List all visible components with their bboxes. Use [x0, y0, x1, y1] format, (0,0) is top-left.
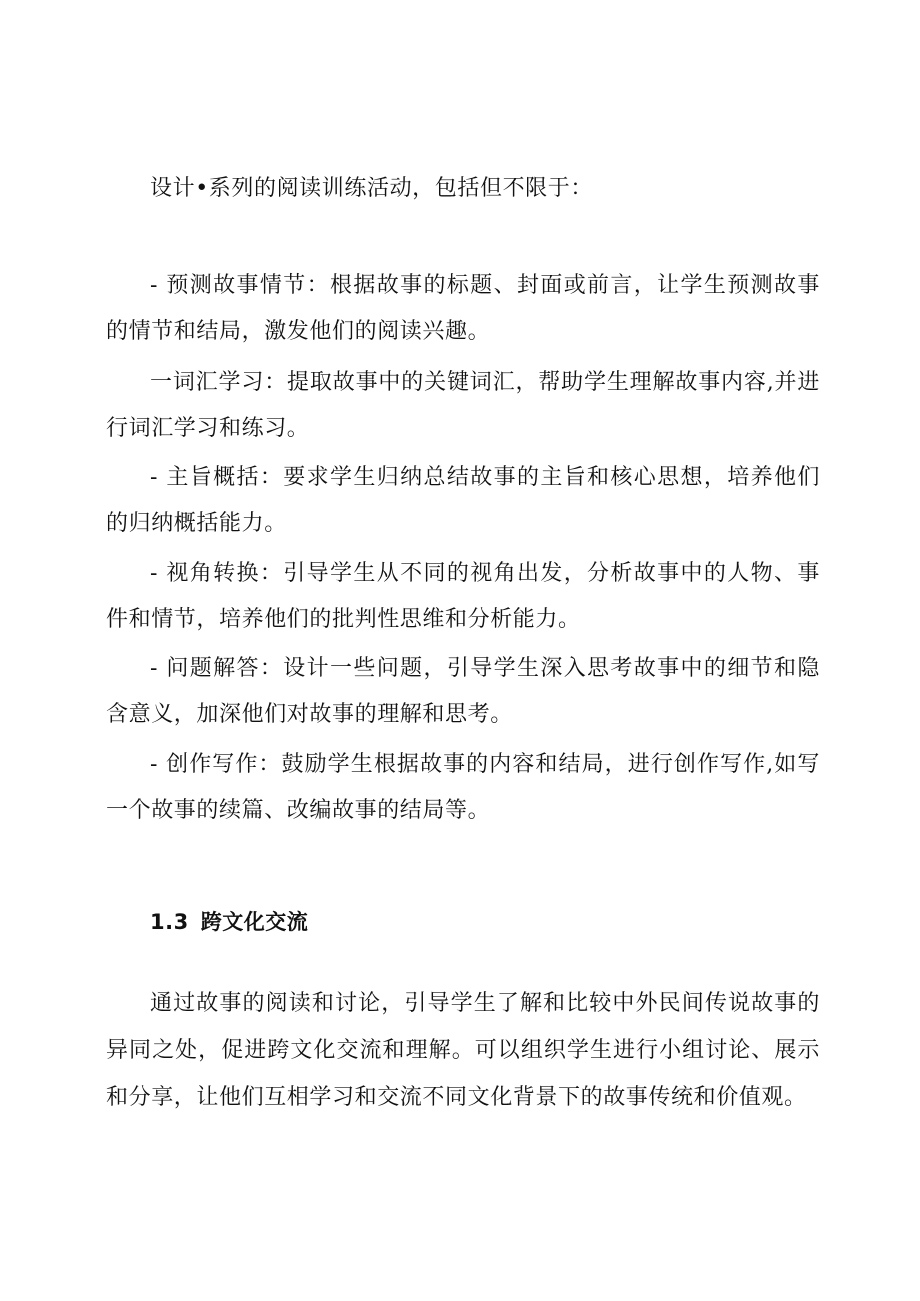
activity-question-answer: - 问题解答：设计一些问题，引导学生深入思考故事中的细节和隐含意义，加深他们对故事的理解和思考。 [106, 656, 820, 727]
section-title: 跨文化交流 [200, 910, 309, 934]
intro-paragraph: 设计•系列的阅读训练活动，包括但不限于： [150, 176, 593, 201]
activity-creative-writing: - 创作写作：鼓励学生根据故事的内容和结局，进行创作写作,如写一个故事的续篇、改编故事的结局等。 [106, 752, 820, 823]
activity-theme-summary: - 主旨概括：要求学生归纳总结故事的主旨和核心思想，培养他们的归纳概括能力。 [106, 465, 820, 536]
section-paragraph: 通过故事的阅读和讨论，引导学生了解和比较中外民间传说故事的异同之处，促进跨文化交流和理解。可以组织学生进行小组讨论、展示和分享，让他们互相学习和交流不同文化背景下的故事传统和价值观。 [106, 991, 820, 1110]
activity-vocabulary: 一词汇学习：提取故事中的关键词汇，帮助学生理解故事内容,并进行词汇学习和练习。 [106, 370, 820, 441]
activity-perspective-shift: - 视角转换：引导学生从不同的视角出发，分析故事中的人物、事件和情节，培养他们的批判性思维和分析能力。 [106, 561, 820, 632]
section-heading [150, 902, 308, 942]
activity-predict-plot: - 预测故事情节：根据故事的标题、封面或前言，让学生预测故事的情节和结局，激发他们的阅读兴趣。 [106, 273, 820, 344]
section-number: 1.3 [150, 910, 189, 934]
